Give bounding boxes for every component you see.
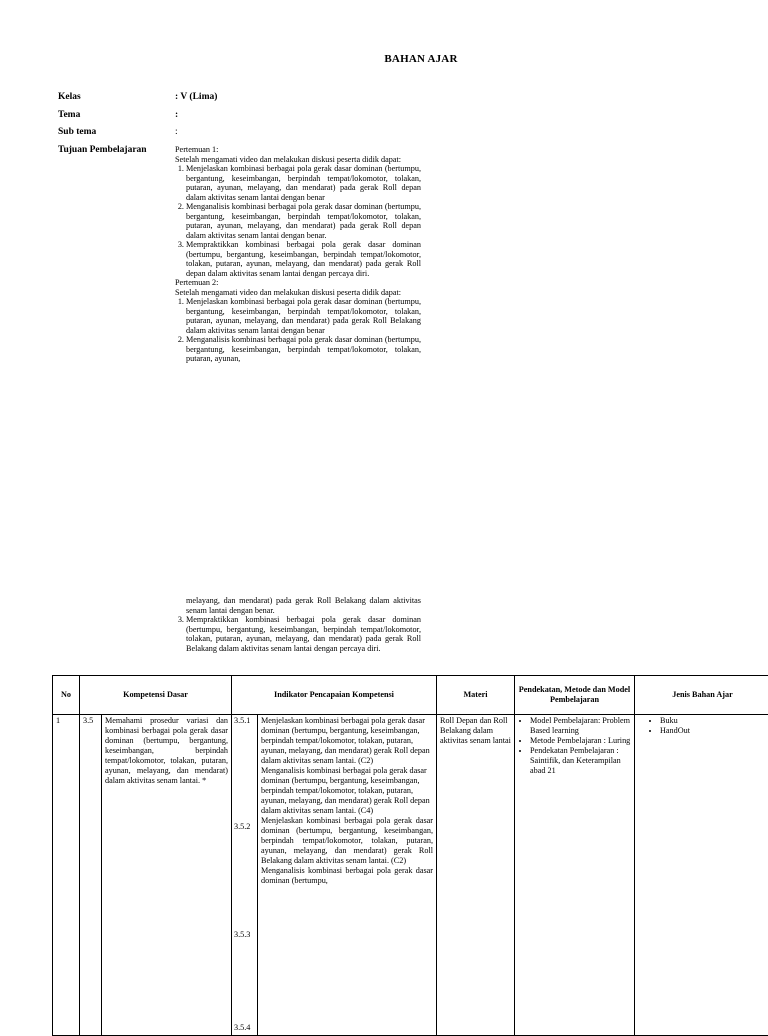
- indicator-text: Menganalisis kombinasi berbagai pola gerak dasar dominan (bertumpu, bergantung, keseimbangan, berpindah tempat/lokomotor, tolakan, putaran, ayunan, melayang, dan mendarat) gerak Roll depan dalam aktivitas senam lantai. (C4): [261, 766, 433, 816]
- cell-jenis-bahan-ajar: [635, 715, 768, 1036]
- cell-indikator: [232, 715, 437, 1036]
- subtema-value: :: [175, 127, 178, 137]
- indicator-number: 3.5.4: [234, 1023, 252, 1033]
- pertemuan-2-item-2-continuation: melayang, dan mendarat) pada gerak Roll Belakang dalam aktivitas senam lantai dengan benar.: [175, 596, 421, 615]
- pertemuan-2-heading: Pertemuan 2:: [175, 278, 421, 288]
- indicator-number: 3.5.1: [234, 716, 252, 726]
- pertemuan-2-list-continued: [175, 615, 421, 653]
- cell-kompetensi-dasar: [80, 715, 232, 1036]
- tujuan-label: Tujuan Pembelajaran: [58, 145, 147, 155]
- kd-number: 3.5: [80, 715, 102, 1035]
- pendekatan-list: [518, 716, 631, 776]
- list-item: 1. Menjelaskan kombinasi berbagai pola gerak dasar dominan (bertumpu, bergantung, keseimbangan, berpindah tempat/lokomotor, tolakan, putaran, ayunan, melayang, dan mendarat) pada gerak Roll Belakang dalam aktivitas senam lantai dengan benar: [186, 297, 421, 335]
- indicator-number-column: [232, 715, 258, 1035]
- list-item: • HandOut: [660, 726, 767, 736]
- subtema-label: Sub tema: [58, 127, 96, 137]
- tema-label: Tema: [58, 110, 80, 120]
- tujuan-continuation-block: [175, 596, 421, 653]
- kelas-value: : V (Lima): [175, 92, 217, 102]
- cell-pendekatan: [515, 715, 635, 1036]
- page-title: BAHAN AJAR: [0, 53, 768, 65]
- pertemuan-1-heading: Pertemuan 1:: [175, 145, 421, 155]
- kd-text: Memahami prosedur variasi dan kombinasi berbagai pola gerak dasar dominan (bertumpu, bergantung, keseimbangan, berpindah tempat/lokomotor, tolakan, putaran, ayunan, melayang, dan mendarat) dalam aktivitas senam lantai. *: [102, 715, 231, 1035]
- kelas-label: Kelas: [58, 92, 81, 102]
- jenis-list: [638, 716, 767, 736]
- indicator-text: Menganalisis kombinasi berbagai pola gerak dasar dominan (bertumpu,: [261, 866, 433, 886]
- table-row: [53, 715, 768, 1036]
- cell-no: 1: [53, 715, 80, 1036]
- indicator-text: Menjelaskan kombinasi berbagai pola gerak dasar dominan (bertumpu, bergantung, keseimbangan, berpindah tempat/lokomotor, tolakan, putaran, ayunan, melayang, dan mendarat) gerak Roll Belakang dalam aktivitas senam lantai. (C2): [261, 816, 433, 866]
- list-item: • Metode Pembelajaran : Luring: [530, 736, 631, 746]
- pertemuan-2-list: [175, 297, 421, 364]
- list-item: • Model Pembelajaran: Problem Based learning: [530, 716, 631, 736]
- tema-value: :: [175, 110, 178, 120]
- indicator-text-column: [258, 715, 436, 1035]
- header-indikator: Indikator Pencapaian Kompetensi: [232, 676, 437, 715]
- list-item: • Buku: [660, 716, 767, 726]
- pertemuan-2-intro: Setelah mengamati video dan melakukan diskusi peserta didik dapat:: [175, 288, 421, 298]
- list-item: 3. Mempraktikkan kombinasi berbagai pola gerak dasar dominan (bertumpu, bergantung, keseimbangan, berpindah tempat/lokomotor, tolakan, putaran, ayunan, melayang, dan mendarat) pada gerak Roll Belakang dalam aktivitas senam lantai dengan percaya diri.: [186, 615, 421, 653]
- tujuan-pembelajaran-block: [175, 145, 421, 364]
- indicator-number: 3.5.2: [234, 822, 252, 832]
- cell-materi: Roll Depan dan Roll Belakang dalam aktivitas senam lantai: [437, 715, 515, 1036]
- header-jenis-bahan-ajar: Jenis Bahan Ajar: [635, 676, 768, 715]
- list-item: 2. Menganalisis kombinasi berbagai pola gerak dasar dominan (bertumpu, bergantung, keseimbangan, berpindah tempat/lokomotor, tolakan, putaran, ayunan,: [186, 335, 421, 364]
- pertemuan-1-list: [175, 164, 421, 278]
- list-item: • Pendekatan Pembelajaran : Saintifik, dan Keterampilan abad 21: [530, 746, 631, 776]
- kompetensi-table: [52, 675, 768, 1036]
- list-item: 1. Menjelaskan kombinasi berbagai pola gerak dasar dominan (bertumpu, bergantung, keseimbangan, berpindah tempat/lokomotor, tolakan, putaran, ayunan, melayang, dan mendarat) pada gerak Roll depan dalam aktivitas senam lantai dengan benar: [186, 164, 421, 202]
- indicator-number: 3.5.3: [234, 930, 252, 940]
- header-pendekatan: Pendekatan, Metode dan Model Pembelajaran: [515, 676, 635, 715]
- table-header-row: [53, 676, 768, 715]
- header-no: No: [53, 676, 80, 715]
- indicator-text: Menjelaskan kombinasi berbagai pola gerak dasar dominan (bertumpu, bergantung, keseimbangan, berpindah tempat/lokomotor, tolakan, putaran, ayunan, melayang, dan mendarat) gerak Roll depan dalam aktivitas senam lantai. (C2): [261, 716, 433, 766]
- header-kompetensi-dasar: Kompetensi Dasar: [80, 676, 232, 715]
- list-item: 3. Mempraktikkan kombinasi berbagai pola gerak dasar dominan (bertumpu, bergantung, keseimbangan, berpindah tempat/lokomotor, tolakan, putaran, ayunan, melayang, dan mendarat) pada gerak Roll depan dalam aktivitas senam lantai dengan percaya diri.: [186, 240, 421, 278]
- pertemuan-1-intro: Setelah mengamati video dan melakukan diskusi peserta didik dapat:: [175, 155, 421, 165]
- list-item: 2. Menganalisis kombinasi berbagai pola gerak dasar dominan (bertumpu, bergantung, keseimbangan, berpindah tempat/lokomotor, tolakan, putaran, ayunan, melayang, dan mendarat) pada gerak Roll depan dalam aktivitas senam lantai dengan benar.: [186, 202, 421, 240]
- header-materi: Materi: [437, 676, 515, 715]
